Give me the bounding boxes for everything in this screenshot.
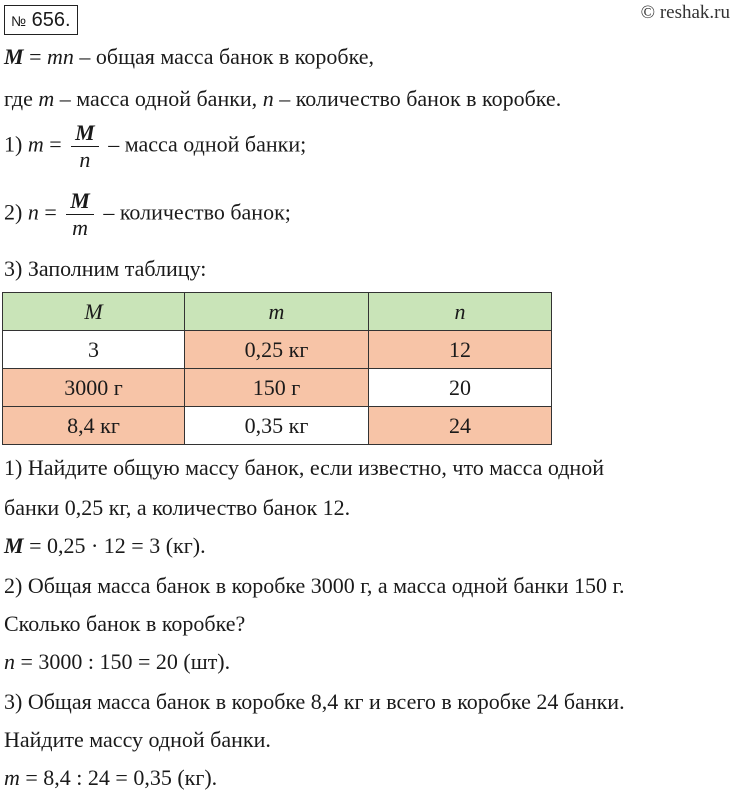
task-1-line-2: банки 0,25 кг, а количество банок 12. xyxy=(4,495,351,520)
number-sign: № xyxy=(11,13,27,29)
intro-line-1 xyxy=(4,44,374,70)
step-3-text: 3) Заполним таблицу: xyxy=(4,256,207,281)
fraction-M-over-m xyxy=(66,188,94,241)
table-row xyxy=(3,331,552,369)
step-2-formula xyxy=(4,188,291,241)
task-2-solution xyxy=(4,649,230,675)
task-2-line-2: Сколько банок в коробке? xyxy=(4,611,246,636)
intro-line-2 xyxy=(4,86,561,112)
step-2-var: n xyxy=(27,199,39,225)
var-mn: mn xyxy=(46,44,74,69)
var-m: m xyxy=(38,86,55,111)
step-2-text: – количество банок; xyxy=(97,199,291,225)
var-M: M xyxy=(4,44,24,69)
intro-text-2c: – количество банок в коробке. xyxy=(273,86,562,111)
intro-text-2b: – масса одной банки, xyxy=(54,86,263,111)
table-cell: 8,4 кг xyxy=(3,407,185,445)
task-3-solution xyxy=(4,765,217,791)
problem-number xyxy=(4,5,78,35)
solution-var: M xyxy=(4,533,24,558)
fraction-numerator: M xyxy=(71,120,99,147)
fraction-denominator: m xyxy=(72,215,88,240)
fraction-M-over-n xyxy=(71,120,99,173)
step-2-eq: = xyxy=(38,199,63,225)
solution-var: n xyxy=(4,649,15,674)
table-row xyxy=(3,407,552,445)
step-1-var: m xyxy=(27,131,44,157)
task-1-line-1: 1) Найдите общую массу банок, если известно, что масса одной xyxy=(4,455,604,480)
table-cell: 0,25 кг xyxy=(185,331,369,369)
problem-number-value: 656. xyxy=(31,9,71,31)
table-cell: 3000 г xyxy=(3,369,185,407)
step-1-eq: = xyxy=(43,131,68,157)
fraction-denominator: n xyxy=(79,147,91,172)
solution-expression: = 3000 : 150 = 20 (шт). xyxy=(15,649,231,674)
table-cell: 150 г xyxy=(185,369,369,407)
table-row xyxy=(3,369,552,407)
site-watermark: © reshak.ru xyxy=(640,2,730,23)
task-1-solution xyxy=(4,533,206,559)
table-cell: 12 xyxy=(369,331,552,369)
step-1-text: – масса одной банки; xyxy=(102,131,307,157)
intro-text-2a: где xyxy=(4,86,39,111)
solution-expression: = 0,25 · 12 = 3 (кг). xyxy=(23,533,206,558)
step-1-formula xyxy=(4,120,306,173)
solution-expression: = 8,4 : 24 = 0,35 (кг). xyxy=(19,765,218,790)
solution-var: m xyxy=(4,765,20,790)
intro-text-1: – общая масса банок в коробке, xyxy=(73,44,374,69)
table-cell: 0,35 кг xyxy=(185,407,369,445)
step-1-prefix: 1) xyxy=(4,131,28,157)
values-table xyxy=(2,292,552,445)
step-2-prefix: 2) xyxy=(4,199,28,225)
var-n: n xyxy=(262,86,274,111)
equals: = xyxy=(23,44,47,69)
fraction-numerator: M xyxy=(66,188,94,215)
table-header: n xyxy=(369,293,552,331)
table-header: M xyxy=(3,293,185,331)
task-2-line-1: 2) Общая масса банок в коробке 3000 г, а масса одной банки 150 г. xyxy=(4,573,625,598)
table-cell: 3 xyxy=(3,331,185,369)
table-header-row xyxy=(3,293,552,331)
table-cell: 20 xyxy=(369,369,552,407)
table-cell: 24 xyxy=(369,407,552,445)
task-3-line-2: Найдите массу одной банки. xyxy=(4,727,271,752)
task-3-line-1: 3) Общая масса банок в коробке 8,4 кг и всего в коробке 24 банки. xyxy=(4,689,625,714)
table-header: m xyxy=(185,293,369,331)
